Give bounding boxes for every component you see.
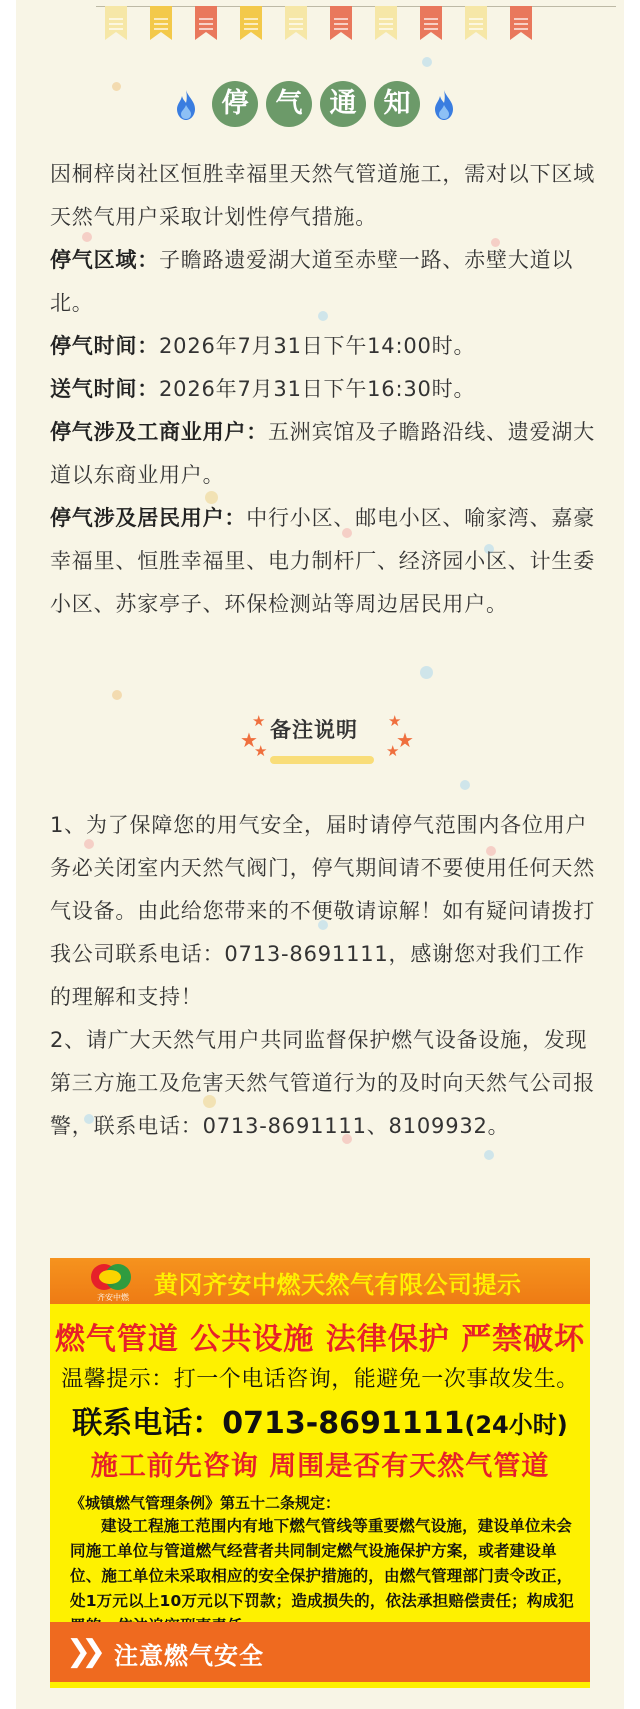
resume-label: 送气时间： [50, 377, 159, 401]
poster-tip: 温馨提示：打一个电话咨询，能避免一次事故发生。 [61, 1367, 579, 1392]
poster-footer [50, 1622, 590, 1682]
star-icon: ★ [388, 712, 402, 730]
safety-poster [50, 1258, 590, 1688]
title-char: 停 [212, 81, 258, 127]
footer-text: 注意燃气安全 [114, 1642, 264, 1670]
area-label: 停气区域： [50, 248, 159, 272]
poster-header [50, 1258, 590, 1304]
poster-phone [50, 1398, 590, 1442]
title-char: 通 [320, 81, 366, 127]
remarks-title: 备注说明 [270, 718, 358, 742]
phone-label: 联系电话： [72, 1406, 223, 1441]
notice-body [50, 153, 602, 626]
poster-consult: 施工前先咨询 周围是否有天然气管道 [90, 1451, 550, 1482]
resume-value: 2026年7月31日下午16:30时。 [159, 377, 476, 401]
star-icon: ★ [386, 742, 400, 760]
decor-dot [460, 780, 470, 790]
decor-dot [420, 666, 433, 679]
flag-icon [195, 6, 217, 40]
notice-page [16, 0, 624, 1709]
residential-label: 停气涉及居民用户： [50, 506, 247, 530]
flag-icon [330, 6, 352, 40]
logo-text: 齐安中燃 [97, 1293, 129, 1302]
bunting-string [96, 6, 616, 7]
decor-dot [112, 690, 122, 700]
remark-item-1: 1、为了保障您的用气安全，届时请停气范围内各位用户务必关闭室内天然气阀门，停气期间请不要使用任何天然气设备。由此给您带来的不便敬请谅解！如有疑问请拨打我公司联系电话：0713-8691111，感谢您对我们工作的理解和支持！ [50, 813, 595, 1009]
area-value: 子瞻路遗爱湖大道至赤壁一路、赤壁大道以北。 [50, 248, 574, 315]
star-icon: ★ [240, 728, 258, 752]
regulation-title: 《城镇燃气管理条例》第五十二条规定： [70, 1494, 341, 1512]
flag-icon [150, 6, 172, 40]
heading-underline [270, 756, 374, 764]
decor-dot [422, 57, 432, 67]
star-icon: ★ [254, 742, 268, 760]
commercial-value: 五洲宾馆及子瞻路沿线、遗爱湖大道以东商业用户。 [50, 420, 595, 487]
flame-icon [174, 89, 198, 121]
remarks-body [50, 804, 602, 1148]
notice-residential [50, 497, 602, 626]
bunting-decoration [16, 0, 624, 50]
company-logo-icon [87, 1262, 139, 1302]
notice-resume-time [50, 368, 602, 411]
regulation-body: 建设工程施工范围内有地下燃气管线等重要燃气设施，建设单位未会同施工单位与管道燃气经营者共同制定燃气设施保护方案，或者建设单位、施工单位未采取相应的安全保护措施的，由燃气管理部门责令改正，处1万元以上10万元以下罚款；造成损失的，依法承担赔偿责任；构成犯 [70, 1517, 574, 1610]
notice-intro: 因桐梓岗社区恒胜幸福里天然气管道施工，需对以下区域天然气用户采取计划性停气措施。 [50, 162, 595, 229]
title-char: 气 [266, 81, 312, 127]
flag-icon [285, 6, 307, 40]
flag-icon [375, 6, 397, 40]
stop-value: 2026年7月31日下午14:00时。 [159, 334, 476, 358]
commercial-label: 停气涉及工商业用户： [50, 420, 268, 444]
title-char: 知 [374, 81, 420, 127]
chevron-right-icon: ❯❯ [66, 1634, 97, 1669]
flag-icon [240, 6, 262, 40]
star-icon: ★ [396, 728, 414, 752]
flag-icon [105, 6, 127, 40]
remarks-heading [16, 712, 624, 762]
decor-dot [484, 1150, 494, 1160]
flag-icon [465, 6, 487, 40]
poster-company: 黄冈齐安中燃天然气有限公司提示 [154, 1270, 522, 1299]
notice-stop-time [50, 325, 602, 368]
remark-item-2: 2、请广大天然气用户共同监督保护燃气设备设施，发现第三方施工及危害天然气管道行为的及时向天然气公司报警，联系电话：0713-8691111、8109932。 [50, 1028, 595, 1138]
stop-label: 停气时间： [50, 334, 159, 358]
flag-icon [510, 6, 532, 40]
phone-number: 0713-8691111 [222, 1406, 465, 1441]
notice-area [50, 239, 602, 325]
residential-value: 中行小区、邮电小区、喻家湾、嘉豪幸福里、恒胜幸福里、电力制杆厂、经济园小区、计生委小区、苏家亭子、环保检测站等周边居民用户。 [50, 506, 596, 616]
star-icon: ★ [252, 712, 266, 730]
flame-icon [432, 89, 456, 121]
flag-icon [420, 6, 442, 40]
poster-bottom-strip [50, 1682, 590, 1688]
page-title [16, 79, 624, 131]
phone-hours: (24小时) [464, 1411, 568, 1439]
notice-commercial [50, 411, 602, 497]
poster-slogan: 燃气管道 公共设施 法律保护 严禁破坏 [54, 1322, 586, 1357]
